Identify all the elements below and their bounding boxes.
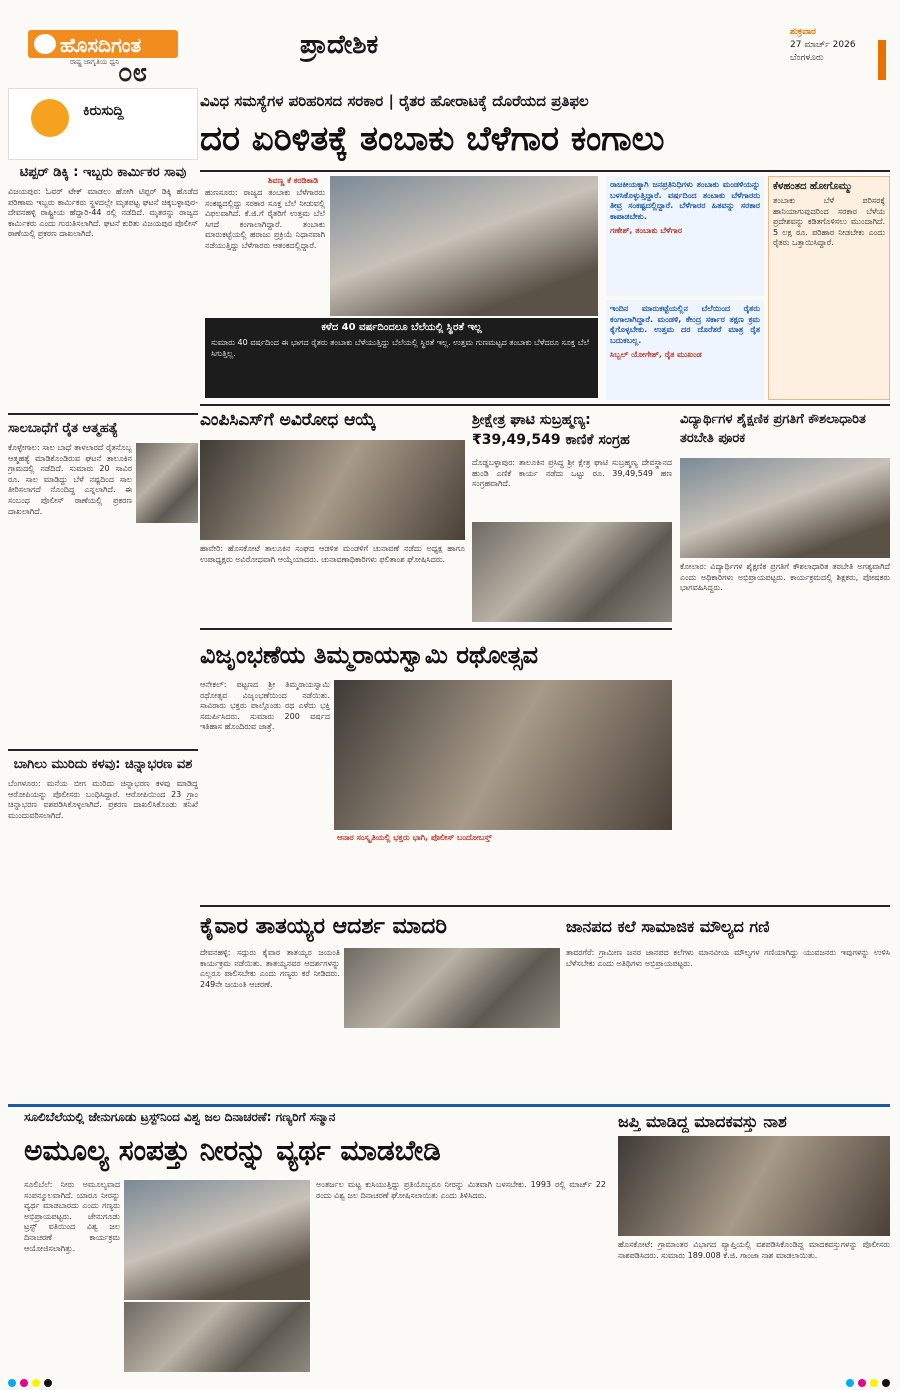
lead-photo-note: ಸುಮಾರು 40 ವರ್ಷದಿಂದ ಈ ಭಾಗದ ರೈತರು ತಂಬಾಕು ಬೆಳೆಯುತ್ತಿದ್ದು ಬೆಲೆಯಲ್ಲಿ ಸ್ಥಿರತೆ ಇಲ್ಲ. ಉತ್ತಮ ಗುಣಮಟ್ಟದ ತಂಬಾಕು ಬೆಳೆದರೂ ಸೂಕ್ತ ಬೆಲೆ ಸಿಗುತ್ತಿಲ್ಲ. (211, 338, 589, 358)
bottom-kicker: ಸೂಲಿಬೆಲೆಯಲ್ಲಿ ಜೇನುಗೂಡು ಟ್ರಸ್ಟ್‌ನಿಂದ ವಿಶ್ವ ಜಲ ದಿನಾಚರಣೆ: ಗಣ್ಯರಿಗೆ ಸನ್ಮಾನ (24, 1110, 336, 1124)
registration-marks (0, 1376, 900, 1390)
story-s6-headline: ಜಾನಪದ ಕಲೆ ಸಾಮಾಜಿಕ ಮೌಲ್ಯದ ಗಣಿ (566, 917, 770, 936)
yellow-dot-icon (32, 1379, 40, 1387)
story3-body: ಬೆಂಗಳೂರು: ಮನೆಯ ಬೀಗ ಮುರಿದು ಚಿನ್ನಾಭರಣ ಕಳವು ಮಾಡಿದ್ದ ಆರೋಪಿಯನ್ನು ಪೊಲೀಸರು ಬಂಧಿಸಿದ್ದಾರೆ. ಆರೋಪಿಯಿಂದ 23 ಗ್ರಾಂ ಚಿನ್ನಾಭರಣ ವಶಪಡಿಸಿಕೊಳ್ಳಲಾಗಿದೆ. ಪ್ರಕರಣ ದಾಖಲಿಸಿಕೊಂಡು ತನಿಖೆ ಮುಂದುವರಿಸಲಾಗಿದೆ. (8, 779, 198, 820)
bottom-body2: ಅಂತರ್ಜಲ ಮಟ್ಟ ಕುಸಿಯುತ್ತಿದ್ದು ಪ್ರತಿಯೊಬ್ಬರೂ ನೀರನ್ನು ಮಿತವಾಗಿ ಬಳಸಬೇಕು. 1993 ರಲ್ಲಿ ಮಾರ್ಚ್ 22 ರಂದು ವಿಶ್ವ ಜಲ ದಿನಾಚರಣೆ ಘೋಷಿಸಲಾಯಿತು ಎಂದು ತಿಳಿಸಿದರು. (316, 1180, 606, 1200)
story2-body: ಕೊಳ್ಳೇಗಾಲ: ಸಾಲ ಬಾಧೆ ತಾಳಲಾರದೆ ರೈತನೊಬ್ಬ ಆತ್ಮಹತ್ಯೆ ಮಾಡಿಕೊಂಡಿರುವ ಘಟನೆ ತಾಲೂಕಿನ ಗ್ರಾಮದಲ್ಲಿ ನಡೆದಿದೆ. ಸುಮಾರು 20 ಸಾವಿರ ರೂ. ಸಾಲ ಮಾಡಿದ್ದು ಬೆಳೆ ನಷ್ಟದಿಂದ ಸಾಲ ತೀರಿಸಲಾಗದೆ ನೊಂದಿದ್ದ ಎನ್ನಲಾಗಿದೆ. ಈ ಸಂಬಂಧ ಪೊಲೀಸ್ ಠಾಣೆಯಲ್ಲಿ ಪ್ರಕರಣ ದಾಖಲಾಗಿದೆ. (8, 443, 132, 516)
story-s4-headline: ವಿಜೃಂಭಣೆಯ ತಿಮ್ಮರಾಯಸ್ವಾಮಿ ರಥೋತ್ಸವ (200, 641, 539, 669)
logo-emblem-icon (34, 34, 56, 54)
divider (8, 1104, 890, 1107)
farmer-photo (136, 443, 198, 523)
yellow-dot-icon (870, 1379, 878, 1387)
story-s2-photo (472, 522, 672, 622)
story-s2-headline: ಶ್ರೀಕ್ಷೇತ್ರ ಘಾಟಿ ಸುಬ್ರಹ್ಮಣ್ಯ: ₹39,49,549 ಕಾಣಿಕೆ ಸಂಗ್ರಹ (472, 412, 630, 448)
quote2-box (606, 300, 764, 400)
lead-sidebar (768, 176, 890, 400)
bottom-photo2 (124, 1302, 310, 1372)
story-s6-body: ತಾವರಗೆರೆ: ಗ್ರಾಮೀಣ ಜನರ ಜಾನಪದ ಕಲೆಗಳು ಮಾನವೀಯ ಮೌಲ್ಯಗಳ ಗಣಿಯಾಗಿದ್ದು ಯುವಜನರು ಇವುಗಳನ್ನು ಉಳಿಸಿ ಬೆಳೆಸಬೇಕು ಎಂದು ಅತಿಥಿಗಳು ಅಭಿಪ್ರಾಯಪಟ್ಟರು. (566, 948, 890, 968)
story-s4-photo (334, 680, 672, 830)
story2-headline: ಸಾಲಬಾಧೆಗೆ ರೈತ ಆತ್ಮಹತ್ಯೆ (8, 421, 118, 436)
story-s1-headline: ಎಂಪಿಸಿಎಸ್‌ಗೆ ಅವಿರೋಧ ಆಯ್ಕೆ (200, 410, 376, 430)
kiru-suddi-title: ಕಿರುಸುದ್ದಿ (83, 103, 124, 119)
day-label: ಶುಕ್ರವಾರ (790, 27, 816, 37)
divider (8, 749, 198, 751)
story3-headline: ಬಾಗಿಲು ಮುರಿದು ಕಳವು: ಚಿನ್ನಾಭರಣ ವಶ (13, 757, 193, 772)
quote1-box (606, 176, 764, 296)
story-s5-headline: ಕೈವಾರ ತಾತಯ್ಯರ ಆದರ್ಶ ಮಾದರಿ (200, 914, 448, 939)
quote1-text: ರಾಜಕೀಯಕ್ಕಾಗಿ ಜನಪ್ರತಿನಿಧಿಗಳು ತಂಬಾಕು ಮಂಡಳಿಯನ್ನು ಬಳಸಿಕೊಳ್ಳುತ್ತಿದ್ದಾರೆ. ವರ್ಷದಿಂದ ತಂಬಾಕು ಬೆಳೆಗಾರರು ತೀವ್ರ ಸಂಕಷ್ಟದಲ್ಲಿದ್ದಾರೆ. ಬೆಳೆಗಾರರ ಹಿತವನ್ನು ಸರಕಾರ ಕಾಪಾಡಬೇಕು. (610, 180, 760, 221)
story1-body: ವಿಜಯಪುರ: ಓವರ್ ಟೇಕ್ ಮಾಡಲು ಹೋಗಿ ಟಿಪ್ಪರ್ ಡಿಕ್ಕಿ ಹೊಡೆದ ಪರಿಣಾಮ ಇಬ್ಬರು ಕಾರ್ಮಿಕರು ಸ್ಥಳದಲ್ಲೇ ಮೃತಪಟ್ಟ ಘಟನೆ ಚಿಕ್ಕಬಳ್ಳಾಪುರ-ದೇವನಹಳ್ಳಿ ರಾಷ್ಟ್ರೀಯ ಹೆದ್ದಾರಿ-44 ರಲ್ಲಿ ನಡೆದಿದೆ. ಮೃತರನ್ನು ರಾಜ್ಯದ ಕಾರ್ಮಿಕರು ಎಂದು ಗುರುತಿಸಲಾಗಿದೆ. ಘಟನೆ ಕುರಿತು ವಿಜಯಪುರ ಪೊಲೀಸ್ ಠಾಣೆಯಲ್ಲಿ ಪ್ರಕರಣ ದಾಖಲಾಗಿದೆ. (8, 187, 198, 239)
cyan-dot-icon (846, 1379, 854, 1387)
bottom-side-body: ಹೊಸಕೋಟೆ: ಗ್ರಾಮಾಂತರ ವಿಭಾಗದ ವ್ಯಾಪ್ತಿಯಲ್ಲಿ ವಶಪಡಿಸಿಕೊಂಡಿದ್ದ ಮಾದಕವಸ್ತುಗಳನ್ನು ಪೊಲೀಸರು ನಾಶಪಡಿಸಿದರು. ಸುಮಾರು 189.008 ಕೆ.ಜಿ. ಗಾಂಜಾ ನಾಶ ಮಾಡಲಾಯಿತು. (618, 1240, 890, 1260)
masthead-logo (0, 0, 190, 100)
city-label: ಬೆಂಗಳೂರು (790, 53, 824, 63)
lead-body-col1: ಹುಣಸೂರು: ರಾಜ್ಯದ ತಂಬಾಕು ಬೆಳೆಗಾರರು ಸಂಕಷ್ಟದಲ್ಲಿದ್ದು ಸರಕಾರ ಸೂಕ್ತ ಬೆಲೆ ನೀಡುವಲ್ಲಿ ವಿಫಲವಾಗಿದೆ. ಕೆ.ಜಿ.ಗೆ ರೈತರಿಗೆ ಉತ್ತಮ ಬೆಲೆ ಸಿಗದೆ ಕಂಗಾಲಾಗಿದ್ದಾರೆ. ತಂಬಾಕು ಮಾರುಕಟ್ಟೆಯಲ್ಲಿ ಹರಾಜು ಪ್ರಕ್ರಿಯೆ ನಿಧಾನವಾಗಿ ನಡೆಯುತ್ತಿದ್ದು ಬೆಳೆಗಾರರು ಆತಂಕದಲ್ಲಿದ್ದಾರೆ. (205, 188, 325, 250)
lead-headline: ದರ ಏರಿಳಿತಕ್ಕೆ ತಂಬಾಕು ಬೆಳೆಗಾರ ಕಂಗಾಲು (200, 119, 665, 159)
lead-sidebar-head: ಕೆಳಹಂತದ ಹೋಗೊಮ್ಮು (773, 181, 853, 192)
bottom-body1: ಸೂಲಿಬೆಲೆ: ನೀರು ಅಮೂಲ್ಯವಾದ ಸಂಪನ್ಮೂಲವಾಗಿದೆ. ಯಾರೂ ನೀರನ್ನು ವ್ಯರ್ಥ ಮಾಡಬಾರದು ಎಂದು ಗಣ್ಯರು ಅಭಿಪ್ರಾಯಪಟ್ಟರು. ಜೇನುಗೂಡು ಟ್ರಸ್ಟ್ ವತಿಯಿಂದ ವಿಶ್ವ ಜಲ ದಿನಾಚರಣೆ ಕಾರ್ಯಕ್ರಮ ಆಯೋಜಿಸಲಾಗಿತ್ತು. (24, 1180, 120, 1253)
logo-tagline: ರಾಷ್ಟ್ರ ಜಾಗೃತಿಯ ಧ್ವನಿ (70, 58, 120, 66)
divider (8, 413, 198, 415)
black-dot-icon (44, 1379, 52, 1387)
divider (200, 404, 890, 406)
kiru-suddi-column (8, 165, 198, 1255)
magenta-dot-icon (20, 1379, 28, 1387)
story1-headline: ಟಿಪ್ಪರ್ ಡಿಕ್ಕಿ : ಇಬ್ಬರು ಕಾರ್ಮಿಕರ ಸಾವು (19, 165, 187, 180)
story-s5-body: ದೇವನಹಳ್ಳಿ: ಸದ್ಗುರು ಕೈವಾರ ತಾತಯ್ಯರ ಜಯಂತಿ ಕಾರ್ಯಕ್ರಮ ನಡೆಯಿತು. ತಾತಯ್ಯನವರ ಆದರ್ಶಗಳನ್ನು ಎಲ್ಲರೂ ಪಾಲಿಸಬೇಕು ಎಂದು ಗಣ್ಯರು ಕರೆ ನೀಡಿದರು. 249ನೇ ಜಯಂತಿ ಆಚರಣೆ. (200, 948, 340, 989)
lead-byline: ಶಿವಣ್ಣ ಕೆ ಕರಡಿಕಾಡಿ (268, 176, 319, 185)
black-dot-icon (882, 1379, 890, 1387)
divider (200, 905, 890, 907)
page-stripe (878, 40, 886, 80)
story-s4-body: ಆನೇಕಲ್: ಪಟ್ಟಣದ ಶ್ರೀ ತಿಮ್ಮರಾಯಸ್ವಾಮಿ ರಥೋತ್ಸವ ವಿಜೃಂಭಣೆಯಿಂದ ನಡೆಯಿತು. ಸಾವಿರಾರು ಭಕ್ತರು ಪಾಲ್ಗೊಂಡು ರಥ ಎಳೆದು ಭಕ್ತಿ ಸಮರ್ಪಿಸಿದರು. ಸುಮಾರು 200 ವರ್ಷದ ಇತಿಹಾಸ ಹೊಂದಿರುವ ಜಾತ್ರೆ. (200, 680, 330, 732)
section-title: ಪ್ರಾದೇಶಿಕ (300, 30, 379, 60)
magenta-dot-icon (858, 1379, 866, 1387)
date-label: 27 ಮಾರ್ಚ್ 2026 (790, 40, 856, 50)
divider (200, 170, 890, 172)
story-s1-body: ಹಾವೇರಿ: ಹೊಸಕೋಟೆ ತಾಲೂಕಿನ ಸಂಘದ ಆಡಳಿತ ಮಂಡಳಿಗೆ ಚುನಾವಣೆ ನಡೆದು ಅಧ್ಯಕ್ಷ ಹಾಗೂ ಉಪಾಧ್ಯಕ್ಷರು ಅವಿರೋಧವಾಗಿ ಆಯ್ಕೆಯಾದರು. ಚುನಾವಣಾಧಿಕಾರಿಗಳು ಫಲಿತಾಂಶ ಘೋಷಿಸಿದರು. (200, 544, 465, 564)
page-number: ೦೮ (118, 58, 148, 88)
bottom-side-headline: ಜಪ್ತಿ ಮಾಡಿದ್ದ ಮಾದಕವಸ್ತು ನಾಶ (618, 1112, 787, 1131)
story-s2-body: ದೊಡ್ಡಬಳ್ಳಾಪುರ: ತಾಲೂಕಿನ ಪ್ರಸಿದ್ಧ ಶ್ರೀ ಕ್ಷೇತ್ರ ಘಾಟಿ ಸುಬ್ರಹ್ಮಣ್ಯ ದೇವಸ್ಥಾನದ ಹುಂಡಿ ಎಣಿಕೆ ಕಾರ್ಯ ನಡೆದು ಒಟ್ಟು ರೂ. 39,49,549 ಹಣ ಸಂಗ್ರಹವಾಗಿದೆ. (472, 458, 672, 489)
story-s3-body: ಕೋಲಾರ: ವಿದ್ಯಾರ್ಥಿಗಳ ಶೈಕ್ಷಣಿಕ ಪ್ರಗತಿಗೆ ಕೌಶಲಾಧಾರಿತ ತರಬೇತಿ ಅಗತ್ಯವಾಗಿದೆ ಎಂದು ಅಧಿಕಾರಿಗಳು ಅಭಿಪ್ರಾಯಪಟ್ಟರು. ಕಾರ್ಯಕ್ರಮದಲ್ಲಿ ಶಿಕ್ಷಕರು, ಪೋಷಕರು ಭಾಗವಹಿಸಿದ್ದರು. (680, 562, 890, 593)
kiru-suddi-box (8, 88, 198, 160)
story-s3-photo (680, 458, 890, 558)
story-s3-headline: ವಿದ್ಯಾರ್ಥಿಗಳ ಶೈಕ್ಷಣಿಕ ಪ್ರಗತಿಗೆ ಕೌಶಲಾಧಾರಿತ ತರಬೇತಿ ಪೂರಕ (680, 412, 866, 446)
logo-text: ಹೊಸದಿಗಂತ (60, 33, 142, 57)
lead-photo-caption-box (205, 318, 598, 398)
cyan-dot-icon (8, 1379, 16, 1387)
bottom-headline: ಅಮೂಲ್ಯ ಸಂಪತ್ತು ನೀರನ್ನು ವ್ಯರ್ಥ ಮಾಡಬೇಡಿ (24, 1134, 441, 1167)
lead-sidebar-body: ತಂಬಾಕು ಬೆಳೆ ಪರಿಸರಕ್ಕೆ ಹಾನಿಯಾಗುವುದರಿಂದ ಸರಕಾರ ಬೆಳೆಯ ಪ್ರದೇಶವನ್ನು ಕಡಿತಗೊಳಿಸಲು ಮುಂದಾಗಿದೆ. 5 ಲಕ್ಷ ರೂ. ಪರಿಹಾರ ನೀಡಬೇಕು ಎಂದು ರೈತರು ಒತ್ತಾಯಿಸಿದ್ದಾರೆ. (773, 196, 885, 248)
story-s4-caption: ಆನಾರ ಸಂಸ್ಕೃತಿಯಲ್ಲಿ ಭಕ್ತರು ಭಾಗಿ, ಪೊಲೀಸ್ ಬಂದೋಬಸ್ತ್ (337, 833, 492, 842)
lead-kicker: ವಿವಿಧ ಸಮಸ್ಯೆಗಳ ಪರಿಹರಿಸದ ಸರಕಾರ | ರೈತರ ಹೋರಾಟಕ್ಕೆ ದೊರೆಯದ ಪ್ರತಿಫಲ (200, 92, 589, 110)
divider (200, 628, 672, 630)
story-s5-photo (344, 948, 560, 1028)
quote2-text: ಇಂದಿನ ಮಾರುಕಟ್ಟೆಯಲ್ಲಿನ ಬೆಲೆಯಿಂದ ರೈತರು ಕಂಗಾಲಾಗಿದ್ದಾರೆ. ಮಂಡಳಿ, ಕೇಂದ್ರ ಸರ್ಕಾರ ತಕ್ಷಣ ಕ್ರಮ ಕೈಗೊಳ್ಳಬೇಕು. ಉತ್ತಮ ದರ ದೊರೆತರೆ ಮಾತ್ರ ರೈತ ಬದುಕಬಲ್ಲ. (610, 304, 760, 345)
lead-photo (330, 176, 598, 316)
lead-photo-caption: ಕಳೆದ 40 ವರ್ಷದಿಂದಲೂ ಬೆಲೆಯಲ್ಲಿ ಸ್ಥಿರತೆ ಇಲ್ಲ (321, 322, 482, 333)
quote2-author: ಸಿಬ್ಬಲ್ ಯೋಗೇಶ್, ರೈತ ಮುಖಂಡ (610, 350, 702, 360)
quote1-author: ಗಣೇಶ್, ತಂಬಾಕು ಬೆಳೆಗಾರ (610, 226, 683, 236)
bottom-photo1 (124, 1180, 310, 1300)
story-s1-photo (200, 440, 465, 540)
byline-spacer (205, 176, 265, 186)
bottom-side-photo (618, 1136, 890, 1236)
pointing-hand-icon (31, 99, 69, 137)
date-box (790, 26, 890, 76)
